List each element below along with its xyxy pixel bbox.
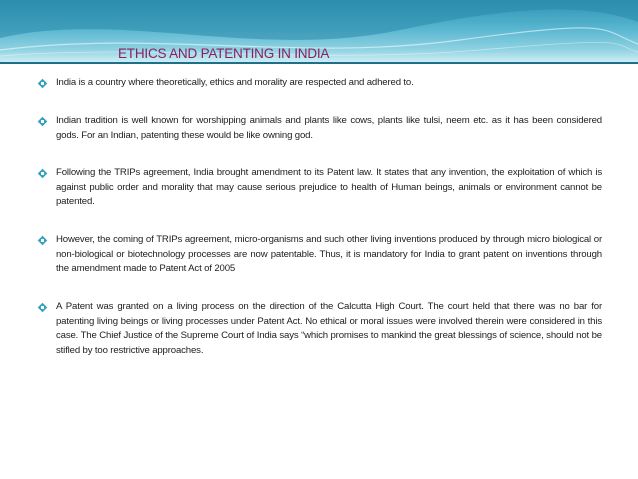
bullet-text: A Patent was granted on a living process on the direction of the Calcutta High Court. The court held that there was no bar for patenting living beings or living processes under Patent Act. No ethical or moral issues were involved therein were considered in this case. The Chief Justice of the Supreme Court of India says “which promises to mankind the great blessings of science, should not be stifled by too restrictive approaches. <box>56 301 602 356</box>
bullet-text: Following the TRIPs agreement, India brought amendment to its Patent law. It states that any invention, the exploitation of which is against public order and morality that may cause serious prejudice to health of Human beings, animals or environment cannot be patented. <box>56 167 602 208</box>
slide-title: ETHICS AND PATENTING IN INDIA <box>118 46 330 61</box>
bullet-diamond-icon <box>38 169 47 178</box>
bullet-diamond-icon <box>38 303 47 312</box>
bullet-diamond-icon <box>38 79 47 88</box>
bullet-diamond-icon <box>38 117 47 126</box>
title-underline <box>0 62 638 64</box>
bullet-diamond-icon <box>38 236 47 245</box>
bullet-text: However, the coming of TRIPs agreement, micro-organisms and such other living inventions produced by through micro biological or non-biological or biotechnology processes are now patentable. Thus, it is mandatory for India to grant patent on inventions through the amendment made to Patent Act of 2005 <box>56 234 602 275</box>
bullet-text: Indian tradition is well known for worshipping animals and plants like cows, plants like tulsi, neem etc. as it has been considered gods. For an Indian, patenting these would be like owning god. <box>56 115 602 141</box>
bullet-text: India is a country where theoretically, ethics and morality are respected and adhered to. <box>56 77 414 88</box>
